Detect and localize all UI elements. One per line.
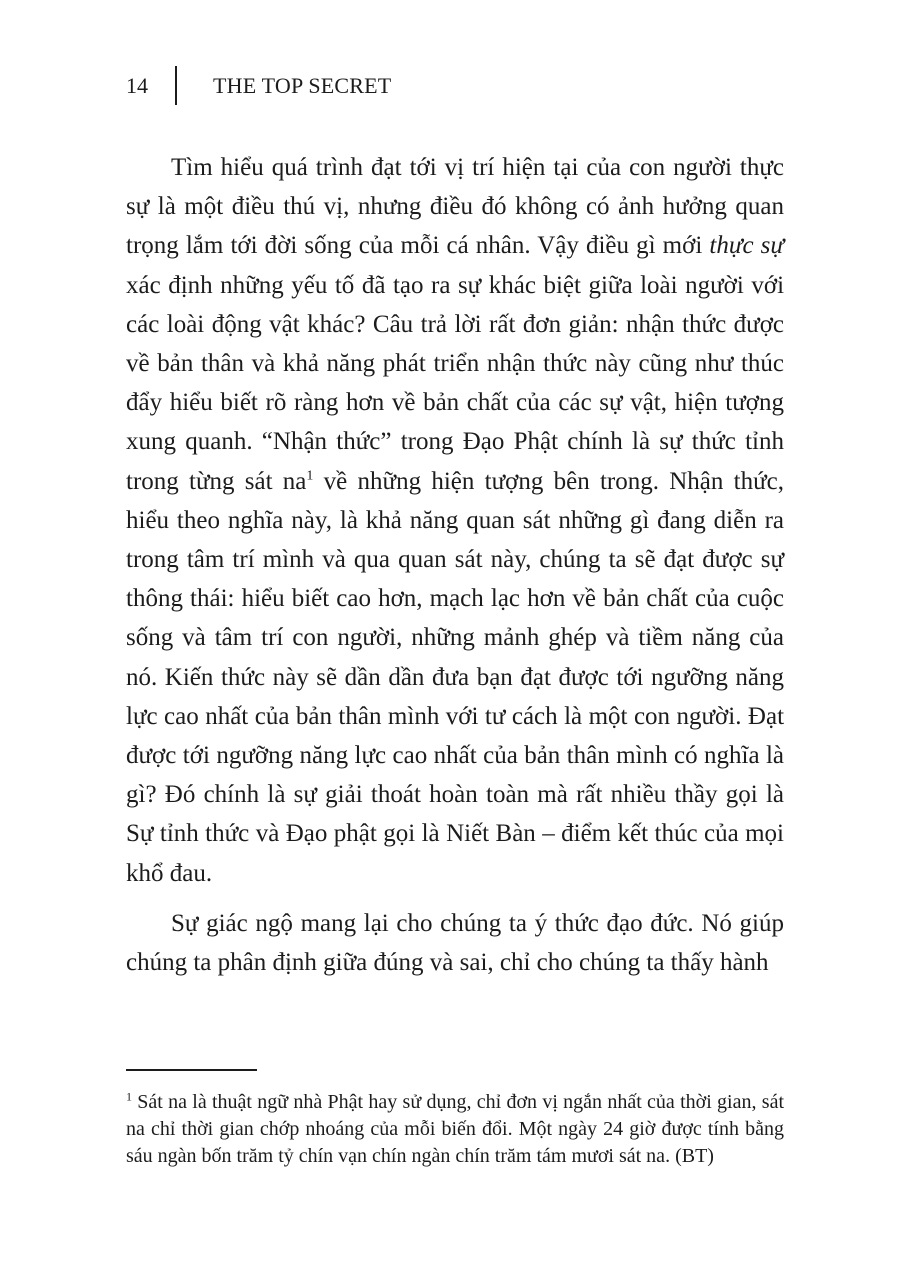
emphasis-text: thực sự	[709, 232, 785, 260]
paragraph	[126, 148, 784, 893]
text-line: hơn, mạch lạc hơn về bản chất của cuộc sống và tâm trí con	[126, 585, 785, 652]
footnote-divider	[126, 1069, 257, 1071]
text-line: quan sát này, chúng ta sẽ đạt được sự thông thái: hiểu biết cao	[126, 546, 784, 613]
running-title: THE TOP SECRET	[213, 73, 392, 98]
body-text	[126, 148, 784, 982]
text-line: của bản thân mình với tư cách là một con người. Đạt được	[126, 702, 785, 770]
text-line: Sự giác ngộ mang lại cho chúng ta ý thức đạo đức. Nó giúp	[171, 909, 784, 937]
page-number: 14	[126, 73, 148, 98]
footnote-line: bằng sáu ngàn bốn trăm tỷ chín vạn chín ngàn chín trăm tám mươi sát na. (BT)	[126, 1118, 784, 1167]
text-line: này cũng như thúc đẩy hiểu biết rõ ràng hơn về bản chất của	[126, 350, 784, 417]
footnote-line: sát na chỉ thời gian chớp nhoáng của mỗi biến đổi. Một ngày 24 giờ được tính	[126, 1091, 785, 1140]
text-line: gì? Đó chính là sự giải thoát hoàn toàn mà rất nhiều thầy gọi	[126, 781, 758, 809]
footnote-line: Sát na là thuật ngữ nhà Phật hay sử dụng, chỉ đơn vị ngắn nhất của thời gian,	[132, 1091, 757, 1113]
text-line: nhận thức được về bản thân và khả năng phát triển nhận thức	[126, 310, 785, 378]
footnote-number: 1	[126, 1089, 132, 1104]
text-line: là Sự tỉnh thức và Đạo phật gọi là Niết Bàn – điểm kết thúc	[126, 781, 785, 848]
text-line: sẽ dần dần đưa bạn đạt được tới ngưỡng năng lực cao nhất	[126, 663, 784, 730]
text-line: tượng bên trong. Nhận thức, hiểu theo nghĩa này, là khả năng	[126, 467, 784, 534]
text-line: của mọi khổ đau.	[126, 820, 784, 887]
text-line: quan trọng lắm tới đời sống của mỗi cá nhân. Vậy điều gì mới	[126, 193, 785, 260]
text-line: thực sự là một điều thú vị, nhưng điều đó không có ảnh hưởng	[126, 154, 785, 221]
text-line: tới ngưỡng năng lực cao nhất của bản thân mình có nghĩa là	[182, 742, 784, 770]
text-line: xác định những yếu tố đã tạo ra sự khác biệt giữa loài	[126, 271, 678, 299]
paragraph	[126, 904, 784, 982]
text-line: Phật chính là sự thức tỉnh trong từng sát na	[126, 428, 785, 495]
text-line: chúng ta phân định giữa đúng và sai, chỉ cho chúng ta thấy hành	[126, 949, 769, 977]
footnote	[126, 1089, 784, 1170]
text-line: quan sát những gì đang diễn ra trong tâm trí mình và qua	[126, 506, 784, 574]
text-line: người, những mảnh ghép và tiềm năng của nó. Kiến thức này	[126, 624, 784, 691]
text-line: người với các loài động vật khác? Câu trả lời rất đơn giản:	[126, 271, 785, 338]
footnote-reference[interactable]: 1	[306, 468, 314, 484]
header-divider	[175, 66, 177, 105]
text-line: các sự vật, hiện tượng xung quanh. “Nhận thức” trong Đạo	[126, 389, 784, 456]
page-header	[0, 64, 910, 108]
text-line: Tìm hiểu quá trình đạt tới vị trí hiện tại của con người	[171, 154, 732, 181]
text-line: về những hiện	[313, 467, 475, 495]
